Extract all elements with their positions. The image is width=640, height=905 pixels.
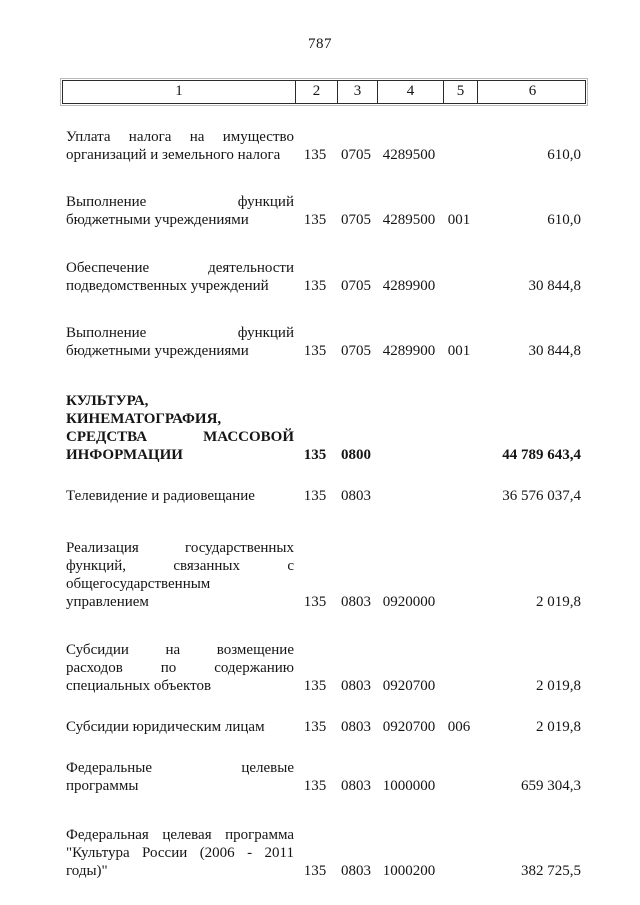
header-cell: 3: [337, 81, 377, 103]
row-title-line: расходов по содержанию: [66, 660, 294, 676]
row-title-line: Субсидии на возмещение: [66, 642, 294, 658]
row-title-line: "Культура России (2006 - 2011: [66, 845, 294, 861]
cell-chapter-code: 135: [303, 678, 327, 694]
table-header-row: [62, 80, 586, 104]
cell-section-code: 0803: [341, 778, 371, 794]
row-title-line: КУЛЬТУРА,: [66, 393, 149, 409]
cell-section-code: 0803: [341, 863, 371, 879]
row-title: [62, 718, 294, 736]
cell-expense-type: 001: [447, 212, 471, 228]
cell-expense-type: 001: [447, 343, 471, 359]
page-number: 787: [308, 36, 332, 52]
row-title: [62, 259, 294, 295]
cell-expense-type: 006: [447, 719, 471, 735]
row-title-line: управлением: [66, 594, 149, 610]
cell-target-article: 4289500: [382, 147, 436, 163]
cell-target-article: 1000200: [382, 863, 436, 879]
header-cell: 6: [477, 81, 587, 103]
cell-chapter-code: 135: [303, 594, 327, 610]
cell-target-article: 4289900: [382, 278, 436, 294]
cell-section-code: 0705: [341, 343, 371, 359]
cell-section-code: 0705: [341, 212, 371, 228]
row-title-line: Обеспечение деятельности: [66, 260, 294, 276]
row-title-line: Реализация государственных: [66, 540, 294, 556]
row-title-line: бюджетными учреждениями: [66, 212, 249, 228]
cell-target-article: 1000000: [382, 778, 436, 794]
row-title-line: программы: [66, 778, 139, 794]
table-row: [62, 259, 586, 295]
cell-target-article: 0920700: [382, 678, 436, 694]
cell-section-code: 0803: [341, 719, 371, 735]
row-title-line: функций, связанных с: [66, 558, 294, 574]
row-title: [62, 641, 294, 695]
cell-amount: 2 019,8: [536, 594, 581, 610]
row-title-line: специальных объектов: [66, 678, 212, 694]
cell-chapter-code: 135: [303, 147, 327, 163]
cell-chapter-code: 135: [303, 778, 327, 794]
row-title: [62, 487, 294, 505]
cell-section-code: 0803: [341, 678, 371, 694]
table-row: [62, 392, 586, 464]
header-cell: 5: [443, 81, 477, 103]
cell-chapter-code: 135: [303, 343, 327, 359]
row-title: [62, 392, 294, 464]
row-title-line: Выполнение функций: [66, 325, 294, 341]
row-title: [62, 539, 294, 611]
row-title-line: бюджетными учреждениями: [66, 343, 249, 359]
cell-amount: 382 725,5: [521, 863, 581, 879]
table-row: [62, 324, 586, 360]
cell-section-code: 0705: [341, 147, 371, 163]
cell-chapter-code: 135: [303, 447, 327, 463]
cell-target-article: 4289900: [382, 343, 436, 359]
cell-amount: 659 304,3: [521, 778, 581, 794]
cell-amount: 2 019,8: [536, 719, 581, 735]
row-title-line: Федеральная целевая программа: [66, 827, 294, 843]
table-row: [62, 718, 586, 736]
row-title-line: КИНЕМАТОГРАФИЯ,: [66, 411, 222, 427]
cell-chapter-code: 135: [303, 488, 327, 504]
table-row: [62, 487, 586, 505]
cell-chapter-code: 135: [303, 719, 327, 735]
cell-section-code: 0705: [341, 278, 371, 294]
cell-chapter-code: 135: [303, 278, 327, 294]
table-row: [62, 193, 586, 229]
table-row: [62, 759, 586, 795]
row-title: [62, 128, 294, 164]
row-title: [62, 826, 294, 880]
cell-amount: 610,0: [547, 212, 581, 228]
row-title-line: организаций и земельного налога: [66, 147, 281, 163]
cell-section-code: 0800: [341, 447, 371, 463]
row-title-line: СРЕДСТВА МАССОВОЙ: [66, 429, 294, 445]
row-title-line: Субсидии юридическим лицам: [66, 719, 265, 735]
row-title-line: годы)": [66, 863, 108, 879]
cell-amount: 30 844,8: [528, 343, 581, 359]
table-row: [62, 826, 586, 880]
row-title-line: Телевидение и радиовещание: [66, 488, 255, 504]
budget-table: [62, 80, 586, 880]
table-row: [62, 128, 586, 164]
header-cell: 1: [175, 83, 183, 99]
cell-amount: 36 576 037,4: [502, 488, 581, 504]
cell-section-code: 0803: [341, 488, 371, 504]
cell-amount: 44 789 643,4: [502, 447, 581, 463]
row-title: [62, 759, 294, 795]
table-body: [62, 128, 586, 880]
row-title-line: Выполнение функций: [66, 194, 294, 210]
cell-amount: 30 844,8: [528, 278, 581, 294]
cell-chapter-code: 135: [303, 212, 327, 228]
table-row: [62, 641, 586, 695]
cell-amount: 610,0: [547, 147, 581, 163]
header-cell: 2: [295, 81, 337, 103]
cell-chapter-code: 135: [303, 863, 327, 879]
row-title: [62, 193, 294, 229]
cell-section-code: 0803: [341, 594, 371, 610]
cell-target-article: 4289500: [382, 212, 436, 228]
row-title-line: Федеральные целевые: [66, 760, 294, 776]
row-title-line: общегосударственным: [66, 576, 211, 592]
cell-target-article: 0920000: [382, 594, 436, 610]
header-cell: 4: [377, 81, 443, 103]
cell-target-article: 0920700: [382, 719, 436, 735]
table-row: [62, 539, 586, 611]
row-title: [62, 324, 294, 360]
row-title-line: подведомственных учреждений: [66, 278, 269, 294]
row-title-line: ИНФОРМАЦИИ: [66, 447, 183, 463]
row-title-line: Уплата налога на имущество: [66, 129, 294, 145]
cell-amount: 2 019,8: [536, 678, 581, 694]
